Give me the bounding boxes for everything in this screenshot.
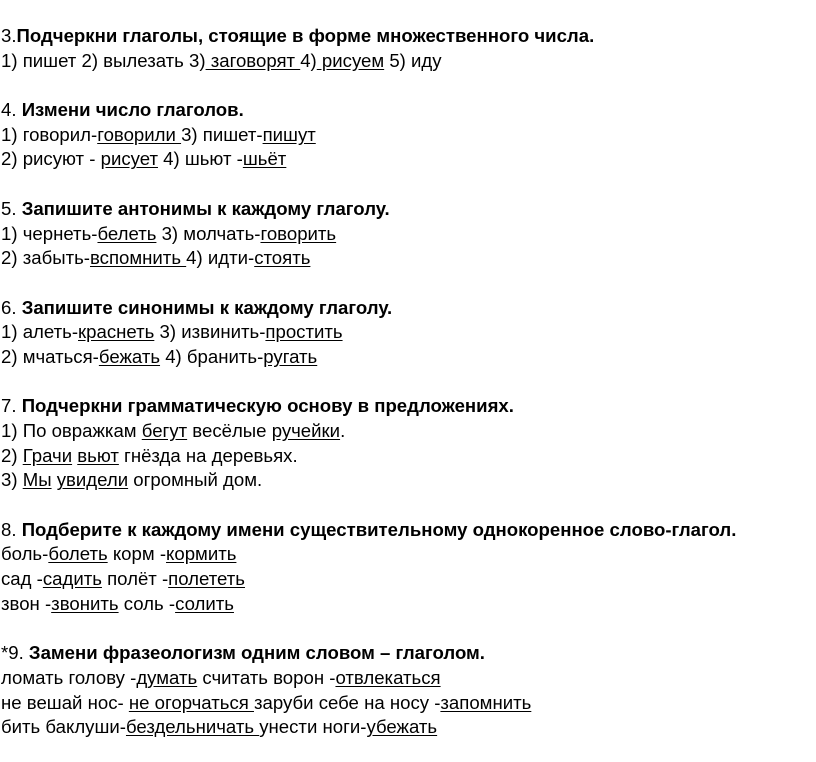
underlined-answer: вьют	[77, 444, 119, 466]
underlined-answer: убежать	[366, 716, 438, 738]
text-segment: *9.	[1, 642, 29, 664]
task-spacer	[1, 493, 813, 518]
task-instruction: Запишите синонимы к каждому глаголу.	[21, 296, 393, 318]
task-heading	[1, 394, 813, 419]
task-block	[1, 98, 813, 172]
text-segment: 4) бранить-	[160, 345, 264, 367]
task-line	[1, 222, 813, 247]
task-line	[1, 468, 813, 493]
text-segment: 2) рисуют -	[1, 148, 101, 170]
text-segment: корм -	[107, 543, 167, 565]
underlined-answer: садить	[42, 568, 102, 590]
task-instruction: Подчеркни глаголы, стоящие в форме множественного числа.	[16, 25, 595, 46]
task-line	[1, 691, 813, 716]
text-segment: боль-	[1, 543, 49, 565]
underlined-answer: шьёт	[242, 148, 287, 170]
underlined-answer: думать	[136, 666, 198, 688]
task-spacer	[1, 617, 813, 642]
text-segment: 3.	[1, 25, 17, 46]
underlined-answer: не огорчаться	[128, 691, 254, 713]
task-instruction: Подчеркни грамматическую основу в предложениях.	[21, 395, 514, 417]
text-segment: 3) молчать-	[156, 222, 261, 244]
text-segment: 3) извинить-	[154, 321, 266, 343]
task-block	[1, 24, 813, 73]
text-segment: 1) По овражкам	[1, 420, 142, 441]
task-heading	[1, 197, 813, 222]
text-segment: заруби себе на носу -	[253, 691, 441, 713]
task-heading	[1, 518, 813, 543]
text-segment: считать ворон -	[197, 666, 336, 688]
task-line	[1, 666, 813, 691]
underlined-answer: краснеть	[78, 321, 155, 343]
text-segment: 8.	[1, 518, 22, 540]
underlined-answer: отвлекаться	[335, 666, 441, 688]
text-segment: 6.	[1, 296, 22, 318]
underlined-answer: запомнить	[440, 691, 532, 713]
underlined-answer: Грачи	[22, 444, 73, 466]
text-segment: 2) мчаться-	[1, 345, 99, 367]
underlined-answer: Мы	[22, 469, 52, 491]
task-block	[1, 518, 813, 617]
text-segment: ломать голову -	[1, 666, 137, 688]
task-line	[1, 123, 813, 148]
text-segment: соль -	[118, 592, 176, 614]
text-segment: 5) иду	[384, 49, 442, 71]
text-segment: унести ноги-	[259, 716, 367, 738]
text-segment: не вешай нос-	[1, 691, 129, 713]
text-segment: 7.	[1, 395, 22, 417]
text-segment: 3) пишет-	[181, 123, 263, 145]
underlined-answer: рисует	[100, 148, 158, 170]
task-block	[1, 296, 813, 370]
task-line	[1, 444, 813, 469]
underlined-answer: белеть	[97, 222, 157, 244]
task-heading	[1, 296, 813, 321]
underlined-answer: болеть	[48, 543, 108, 565]
task-spacer	[1, 271, 813, 296]
text-segment: огромный дом.	[128, 469, 263, 491]
text-segment: 2) забыть-	[1, 247, 90, 269]
task-line	[1, 419, 813, 444]
task-block	[1, 197, 813, 271]
text-segment: 1) чернеть-	[1, 222, 98, 244]
task-instruction: Подберите к каждому имени существительному однокоренное слово-глагол.	[21, 518, 737, 540]
text-segment: сад -	[1, 568, 43, 590]
text-segment: 4.	[1, 99, 22, 121]
task-line	[1, 49, 813, 74]
underlined-answer: бегут	[141, 420, 188, 441]
underlined-answer: бежать	[98, 345, 161, 367]
task-spacer	[1, 370, 813, 395]
text-segment: 3)	[1, 469, 23, 491]
task-heading	[1, 24, 813, 49]
underlined-answer: стоять	[254, 247, 311, 269]
task-line	[1, 542, 813, 567]
task-line	[1, 147, 813, 172]
text-segment: 4) идти-	[186, 247, 255, 269]
underlined-answer: ругать	[263, 345, 318, 367]
task-line	[1, 715, 813, 740]
underlined-answer: рисуем	[316, 49, 385, 71]
task-line	[1, 246, 813, 271]
underlined-answer: говорить	[260, 222, 337, 244]
text-segment: .	[340, 420, 346, 441]
task-heading	[1, 641, 813, 666]
text-segment: звон -	[1, 592, 52, 614]
task-instruction: Замени фразеологизм одним словом – глаголом.	[28, 642, 485, 664]
task-block	[1, 641, 813, 740]
task-spacer	[1, 172, 813, 197]
text-segment: 1) говорил-	[1, 123, 98, 145]
text-segment: бить баклуши-	[1, 716, 126, 738]
task-line	[1, 592, 813, 617]
text-segment: гнёзда на деревьях.	[118, 444, 298, 466]
text-segment: весёлые	[187, 420, 272, 441]
underlined-answer: вспомнить	[89, 247, 187, 269]
task-instruction: Измени число глаголов.	[21, 99, 244, 121]
underlined-answer: кормить	[166, 543, 237, 565]
underlined-answer: заговорят	[205, 49, 301, 71]
underlined-answer: ручейки	[271, 420, 341, 441]
underlined-answer: полететь	[168, 568, 245, 590]
task-spacer	[1, 73, 813, 98]
underlined-answer: простить	[265, 321, 343, 343]
underlined-answer: звонить	[51, 592, 119, 614]
underlined-answer: пишут	[262, 123, 316, 145]
task-line	[1, 345, 813, 370]
underlined-answer: бездельничать	[125, 716, 260, 738]
text-segment: 4)	[300, 49, 317, 71]
task-heading	[1, 98, 813, 123]
worksheet-page	[1, 24, 813, 740]
task-instruction: Запишите антонимы к каждому глаголу.	[21, 197, 390, 219]
text-segment: 5.	[1, 197, 22, 219]
task-line	[1, 567, 813, 592]
text-segment: 2)	[1, 444, 23, 466]
text-segment: 1) пишет 2) вылезать 3)	[1, 49, 206, 71]
underlined-answer: говорили	[97, 123, 182, 145]
underlined-answer: солить	[175, 592, 234, 614]
text-segment: 1) алеть-	[1, 321, 79, 343]
text-segment: полёт -	[101, 568, 169, 590]
task-line	[1, 320, 813, 345]
underlined-answer: увидели	[56, 469, 129, 491]
task-block	[1, 394, 813, 493]
text-segment: 4) шьют -	[157, 148, 243, 170]
